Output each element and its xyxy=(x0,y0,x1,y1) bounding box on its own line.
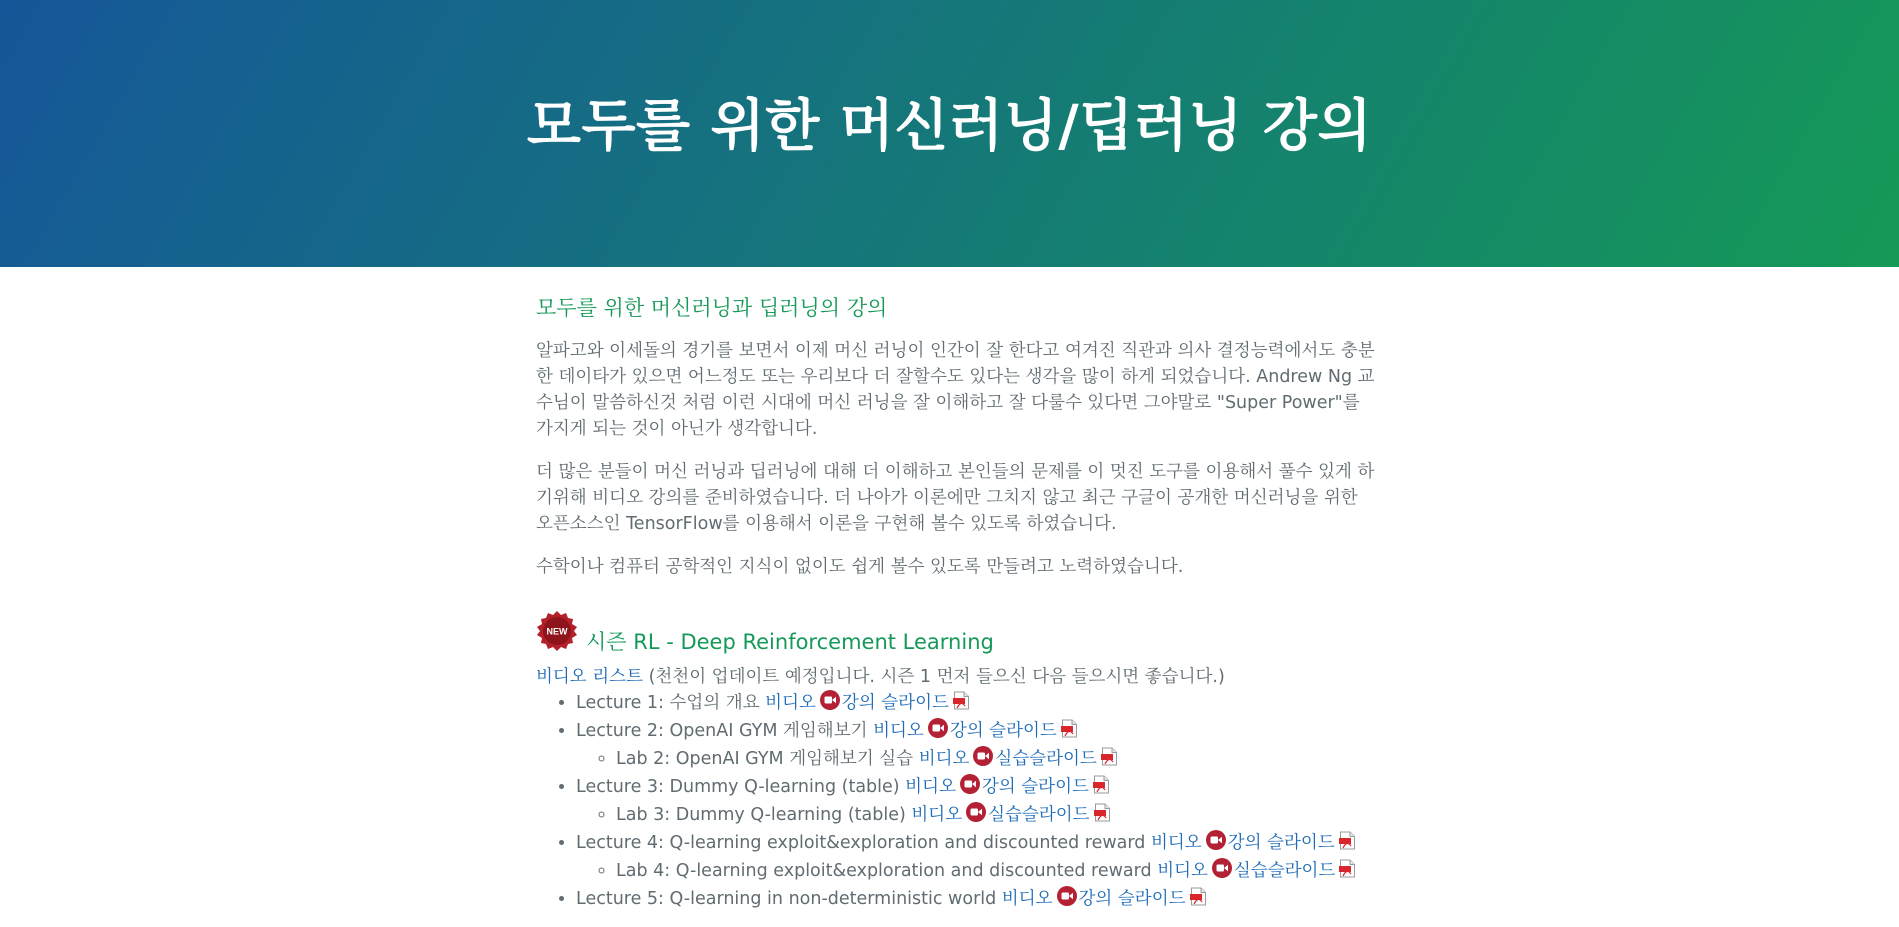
lab-title: Lab 4: Q-learning exploit&exploration and discounted reward xyxy=(616,861,1158,882)
pdf-icon[interactable] xyxy=(953,691,970,718)
lecture-slides-link[interactable]: 강의 슬라이드 xyxy=(1078,889,1186,910)
new-badge-icon xyxy=(536,610,578,652)
video-link[interactable]: 비디오 xyxy=(1150,833,1202,854)
video-link[interactable]: 비디오 xyxy=(911,805,963,826)
lecture-item xyxy=(576,830,1376,886)
lab-item xyxy=(616,802,1376,830)
video-link[interactable]: 비디오 xyxy=(765,693,816,714)
pdf-icon[interactable] xyxy=(1094,803,1111,830)
lecture-slides-link[interactable]: 강의 슬라이드 xyxy=(949,721,1057,742)
video-link[interactable]: 비디오 xyxy=(873,721,924,742)
lecture-item xyxy=(576,718,1376,774)
intro-paragraph-2: 더 많은 분들이 머신 러닝과 딥러닝에 대해 더 이해하고 본인들의 문제를 이 멋진 도구를 이용해서 풀수 있게 하기위해 비디오 강의를 준비하였습니다. 더 나아가 이론에만 그치지 않고 최근 구글이 공개한 머신러닝을 위한 오픈소스인 TensorFlow를 이용해서 이론을 구현해 볼수 있도록 하였습니다. xyxy=(536,462,1375,535)
season-rl-heading: 시즌 RL - Deep Reinforcement Learning xyxy=(586,630,994,654)
intro-paragraph-1: 알파고와 이세돌의 경기를 보면서 이제 머신 러닝이 인간이 잘 한다고 여겨진 직관과 의사 결정능력에서도 충분한 데이타가 있으면 어느정도 또는 우리보다 더 잘할수도 있다는 생각을 많이 하게 되었습니다. Andrew Ng 교수님이 말씀하신것 처럼 이런 시대에 머신 러닝을 잘 이해하고 잘 다룰수 있다면 그야말로 "Super Power"를 가지게 되는 것이 아닌가 생각합니다. xyxy=(536,341,1375,440)
lab-item xyxy=(616,746,1376,774)
pdf-icon[interactable] xyxy=(1061,719,1078,746)
lab-title: Lab 2: OpenAI GYM 게임해보기 실습 xyxy=(616,749,919,770)
lecture-item xyxy=(576,774,1376,830)
intro-paragraph-3: 수학이나 컴퓨터 공학적인 지식이 없이도 쉽게 볼수 있도록 만들려고 노력하였습니다. xyxy=(536,557,1184,578)
page-header xyxy=(0,0,1899,267)
lecture-list xyxy=(536,690,1376,914)
lab-slides-link[interactable]: 실습슬라이드 xyxy=(1233,861,1336,882)
video-list-line xyxy=(536,664,1376,690)
lab-slides-link[interactable]: 실습슬라이드 xyxy=(988,805,1090,826)
video-camera-icon[interactable] xyxy=(960,774,980,802)
intro-heading: 모두를 위한 머신러닝과 딥러닝의 강의 xyxy=(536,296,888,320)
video-link[interactable]: 비디오 xyxy=(918,749,970,770)
season-rl-header xyxy=(536,614,1376,656)
video-camera-icon[interactable] xyxy=(820,690,840,718)
lab-title: Lab 3: Dummy Q-learning (table) xyxy=(616,805,912,826)
pdf-icon[interactable] xyxy=(1190,887,1207,914)
page-title: 모두를 위한 머신러닝/딥러닝 강의 xyxy=(526,93,1373,159)
lab-item xyxy=(616,858,1376,886)
video-link[interactable]: 비디오 xyxy=(1001,889,1053,910)
lecture-slides-link[interactable]: 강의 슬라이드 xyxy=(1227,833,1335,854)
main-content xyxy=(536,267,1376,914)
video-camera-icon[interactable] xyxy=(1057,886,1077,914)
lab-slides-link[interactable]: 실습슬라이드 xyxy=(995,749,1097,770)
video-camera-icon[interactable] xyxy=(1206,830,1226,858)
pdf-icon[interactable] xyxy=(1339,831,1356,858)
lab-list xyxy=(576,802,1376,830)
lecture-title: Lecture 2: OpenAI GYM 게임해보기 xyxy=(576,721,874,742)
lecture-item xyxy=(576,886,1376,914)
svg-text:NEW: NEW xyxy=(546,626,568,637)
lecture-slides-link[interactable]: 강의 슬라이드 xyxy=(841,693,949,714)
video-list-link[interactable]: 비디오 리스트 xyxy=(536,667,643,688)
video-camera-icon[interactable] xyxy=(1212,858,1232,886)
video-camera-icon[interactable] xyxy=(966,802,986,830)
video-link[interactable]: 비디오 xyxy=(1157,861,1208,882)
lecture-title: Lecture 4: Q-learning exploit&exploration and discounted reward xyxy=(576,833,1151,854)
pdf-icon[interactable] xyxy=(1339,859,1356,886)
video-camera-icon[interactable] xyxy=(973,746,993,774)
lab-list xyxy=(576,858,1376,886)
pdf-icon[interactable] xyxy=(1093,775,1110,802)
lecture-slides-link[interactable]: 강의 슬라이드 xyxy=(981,777,1089,798)
lecture-title: Lecture 1: 수업의 개요 xyxy=(576,693,766,714)
video-list-note: (천천이 업데이트 예정입니다. 시즌 1 먼저 들으신 다음 들으시면 좋습니다.) xyxy=(643,667,1225,688)
lecture-title: Lecture 5: Q-learning in non-deterministic world xyxy=(576,889,1002,910)
lecture-title: Lecture 3: Dummy Q-learning (table) xyxy=(576,777,906,798)
video-link[interactable]: 비디오 xyxy=(905,777,956,798)
lab-list xyxy=(576,746,1376,774)
pdf-icon[interactable] xyxy=(1101,747,1118,774)
video-camera-icon[interactable] xyxy=(928,718,948,746)
lecture-item xyxy=(576,690,1376,718)
